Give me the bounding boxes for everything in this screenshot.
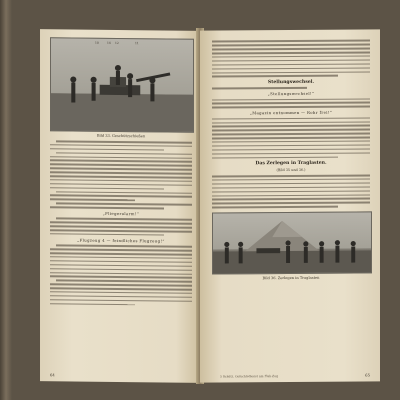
- right-page: [200, 29, 380, 382]
- figure-reference: (Bild 35 und 36.): [276, 167, 306, 173]
- figure-label: 14: [107, 40, 111, 45]
- body-text-block: [50, 245, 192, 306]
- photo-gun-firing: [50, 37, 194, 133]
- body-text-block: [212, 87, 370, 90]
- command-magazin: „Magazin entnommen — Rohr frei!“: [249, 109, 333, 116]
- crew-carrying-illustration: [213, 212, 371, 273]
- figure-label: 11: [135, 41, 139, 46]
- command-fliegeralarm: „Fliegeralarm!“: [102, 210, 140, 217]
- body-text-block: [212, 117, 370, 159]
- photo-traglasten: [212, 211, 372, 274]
- figure-label: 10: [95, 40, 99, 45]
- page-number: 65: [365, 372, 370, 378]
- body-text-block: [212, 174, 370, 208]
- command-stellungswechsel: „Stellungswechsel!“: [267, 91, 315, 97]
- figure-caption: Bild 36. Zerlegen in Traglasten: [262, 275, 320, 280]
- body-text-block: [212, 98, 370, 108]
- section-heading-zerlegen: Das Zerlegen in Traglasten.: [255, 160, 327, 167]
- command-flugzeug: „Flugzeug 4 — feindliches Flugzeug!“: [77, 237, 165, 244]
- page-footer: 5 Schütz. Gefechtsdienst am Flak-Zug: [220, 374, 278, 379]
- page-number: 64: [50, 372, 55, 378]
- figure-label: 12: [115, 40, 119, 45]
- gun-crew-illustration: [51, 38, 193, 131]
- body-text-block: [212, 40, 370, 78]
- left-page: [40, 29, 200, 383]
- figure-caption: Bild 33. Geschützschießen: [96, 133, 146, 139]
- section-heading-stellungswechsel: Stellungswechsel.: [267, 79, 315, 86]
- body-text-block: [50, 140, 192, 209]
- body-text-block: [50, 218, 192, 237]
